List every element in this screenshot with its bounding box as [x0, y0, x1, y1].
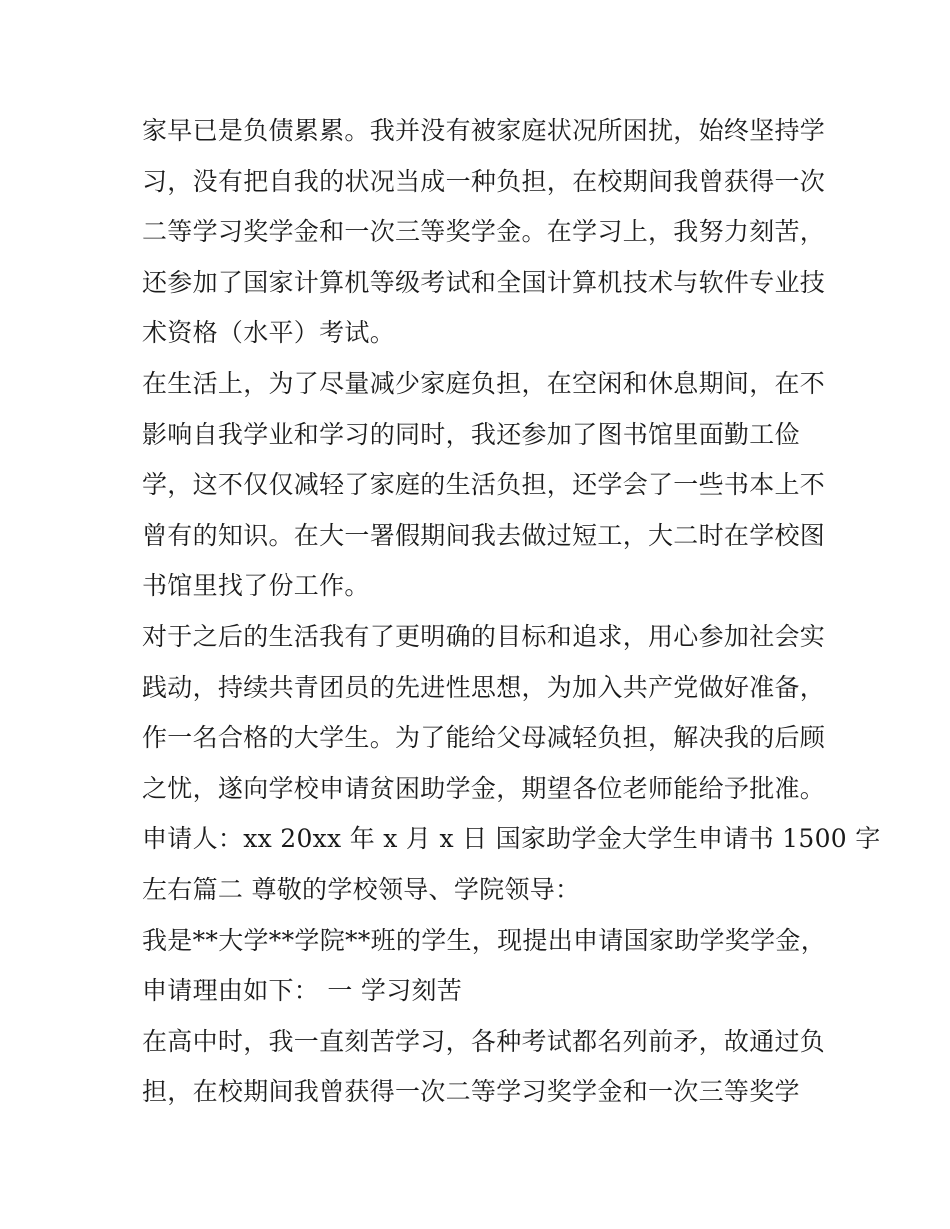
text-line: 家早已是负债累累。我并没有被家庭状况所困扰，始终坚持学 — [142, 116, 826, 145]
text-line: 申请理由如下： 一 学习刻苦 — [142, 976, 463, 1006]
text-line: 影响自我学业和学习的同时，我还参加了图书馆里面勤工俭 — [142, 419, 800, 449]
text-line: 还参加了国家计算机等级考试和全国计算机技术与软件专业技 — [142, 267, 826, 297]
body-text — [142, 106, 881, 1118]
text-line: 作一名合格的大学生。为了能给父母减轻负担，解决我的后顾 — [142, 723, 826, 753]
text-line: 二等学习奖学金和一次三等奖学金。在学习上，我努力刻苦， — [142, 217, 826, 247]
text-line: 践动，持续共青团员的先进性思想，为加入共产党做好准备， — [142, 672, 826, 702]
text-line: 术资格（水平）考试。 — [142, 318, 396, 348]
text-line: 之忧，遂向学校申请贫困助学金，期望各位老师能给予批准。 — [142, 773, 826, 803]
text-line: 左右篇二 尊敬的学校领导、学院领导： — [142, 874, 581, 904]
text-line: 书馆里找了份工作。 — [142, 571, 370, 601]
text-line: 在生活上，为了尽量减少家庭负担，在空闲和休息期间，在不 — [142, 368, 826, 398]
text-line: 在高中时，我一直刻苦学习，各种考试都名列前矛，故通过负 — [142, 1026, 826, 1056]
text-line: 曾有的知识。在大一署假期间我去做过短工，大二时在学校图 — [142, 520, 826, 550]
text-line: 担，在校期间我曾获得一次二等学习奖学金和一次三等奖学 — [142, 1077, 800, 1107]
text-line: 学，这不仅仅减轻了家庭的生活负担，还学会了一些书本上不 — [142, 470, 826, 500]
text-line: 对于之后的生活我有了更明确的目标和追求，用心参加社会实 — [142, 621, 826, 651]
text-line: 我是**大学**学院**班的学生，现提出申请国家助学奖学金， — [142, 925, 827, 955]
text-line: 习，没有把自我的状况当成一种负担，在校期间我曾获得一次 — [142, 166, 826, 196]
text-line: 申请人：xx 20xx 年 x 月 x 日 国家助学金大学生申请书 1500 字 — [142, 824, 881, 854]
